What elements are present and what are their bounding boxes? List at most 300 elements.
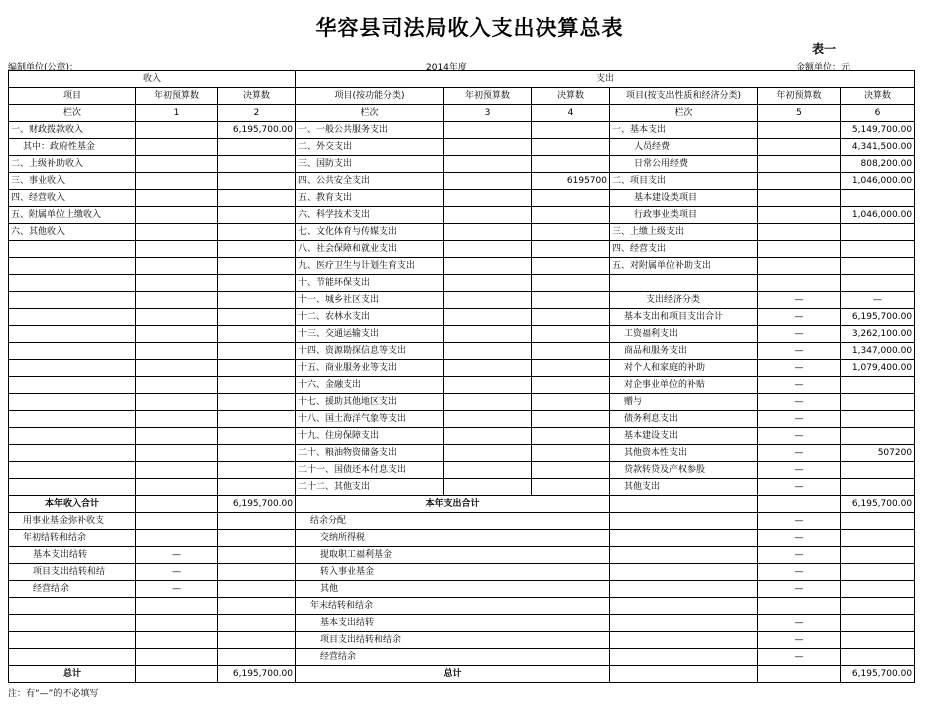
expense-spacer (610, 530, 758, 547)
func-expense-item: 二、外交支出 (296, 139, 444, 156)
table-row (9, 479, 915, 496)
func-final (532, 343, 610, 360)
expense-final (841, 632, 915, 649)
func-expense-item: 六、科学技术支出 (296, 207, 444, 224)
income-item (9, 428, 136, 445)
expense-item: 项目支出结转和结余 (296, 632, 610, 649)
expense-total-value: 6,195,700.00 (841, 496, 915, 513)
income-budget (136, 326, 218, 343)
row-number: 3 (444, 105, 532, 122)
income-item (9, 649, 136, 666)
func-budget (444, 190, 532, 207)
econ-budget: — (758, 360, 841, 377)
table-row (9, 530, 915, 547)
grand-total-expense-budget (758, 666, 841, 683)
income-item: 三、事业收入 (9, 173, 136, 190)
econ-expense-item: 基本建设类项目 (610, 190, 758, 207)
income-budget (136, 190, 218, 207)
func-final (532, 258, 610, 275)
table-row (9, 564, 915, 581)
income-item (9, 445, 136, 462)
econ-expense-item: 基本支出和项目支出合计 (610, 309, 758, 326)
income-final (218, 190, 296, 207)
income-budget (136, 156, 218, 173)
func-expense-item: 二十、粮油物资储备支出 (296, 445, 444, 462)
econ-expense-item: 二、项目支出 (610, 173, 758, 190)
econ-final (841, 190, 915, 207)
table-row (9, 445, 915, 462)
expense-budget (758, 598, 841, 615)
column-header-row (9, 88, 915, 105)
expense-total-budget (758, 496, 841, 513)
table-row (9, 581, 915, 598)
table-row (9, 309, 915, 326)
income-item (9, 479, 136, 496)
econ-final (841, 394, 915, 411)
income-final (218, 428, 296, 445)
expense-spacer (610, 564, 758, 581)
econ-expense-item: 其他资本性支出 (610, 445, 758, 462)
func-final (532, 326, 610, 343)
func-expense-item: 十一、城乡社区支出 (296, 292, 444, 309)
expense-budget: — (758, 649, 841, 666)
income-item (9, 394, 136, 411)
budget-table (8, 70, 915, 683)
econ-budget: — (758, 326, 841, 343)
income-header: 收入 (9, 71, 296, 88)
func-final (532, 122, 610, 139)
income-final (218, 547, 296, 564)
econ-final (841, 275, 915, 292)
func-budget (444, 258, 532, 275)
econ-budget: — (758, 394, 841, 411)
func-final (532, 309, 610, 326)
income-item: 二、上级补助收入 (9, 156, 136, 173)
income-item: 四、经营收入 (9, 190, 136, 207)
income-item (9, 326, 136, 343)
func-final (532, 139, 610, 156)
income-item (9, 615, 136, 632)
income-item (9, 360, 136, 377)
func-final (532, 190, 610, 207)
col-header-budget: 年初预算数 (136, 88, 218, 105)
income-final (218, 462, 296, 479)
income-budget (136, 292, 218, 309)
econ-budget (758, 275, 841, 292)
func-expense-item: 十二、农林水支出 (296, 309, 444, 326)
footnote: 注：有“—”的不必填写 (8, 689, 99, 699)
econ-budget (758, 241, 841, 258)
econ-budget (758, 173, 841, 190)
econ-expense-item: 债务利息支出 (610, 411, 758, 428)
grand-total-income: 6,195,700.00 (218, 666, 296, 683)
income-item (9, 343, 136, 360)
expense-spacer (610, 632, 758, 649)
income-item (9, 309, 136, 326)
expense-spacer (610, 581, 758, 598)
table-row (9, 156, 915, 173)
row-number: 4 (532, 105, 610, 122)
econ-final: 1,046,000.00 (841, 173, 915, 190)
col-header-budget: 年初预算数 (758, 88, 841, 105)
income-budget (136, 224, 218, 241)
func-final (532, 445, 610, 462)
func-expense-item: 五、教育支出 (296, 190, 444, 207)
expense-budget: — (758, 547, 841, 564)
econ-budget: — (758, 462, 841, 479)
econ-final (841, 462, 915, 479)
income-budget (136, 122, 218, 139)
econ-final (841, 241, 915, 258)
expense-item: 交纳所得税 (296, 530, 610, 547)
econ-expense-item: 日常公用经费 (610, 156, 758, 173)
econ-budget (758, 207, 841, 224)
currency-unit: 金额单位：元 (796, 63, 851, 73)
income-final (218, 581, 296, 598)
grand-total-label: 总计 (296, 666, 610, 683)
income-final (218, 173, 296, 190)
econ-final: — (841, 292, 915, 309)
econ-final: 808,200.00 (841, 156, 915, 173)
income-budget (136, 360, 218, 377)
func-final (532, 207, 610, 224)
income-final (218, 530, 296, 547)
income-final (218, 309, 296, 326)
table-row (9, 122, 915, 139)
income-budget (136, 139, 218, 156)
income-item (9, 632, 136, 649)
econ-final (841, 258, 915, 275)
table-row (9, 428, 915, 445)
econ-expense-item: 基本建设支出 (610, 428, 758, 445)
income-item: 基本支出结转 (9, 547, 136, 564)
func-expense-item: 十六、金融支出 (296, 377, 444, 394)
func-expense-item: 八、社会保障和就业支出 (296, 241, 444, 258)
expense-total-label: 本年支出合计 (296, 496, 610, 513)
income-budget (136, 428, 218, 445)
expense-final (841, 547, 915, 564)
func-expense-item: 四、公共安全支出 (296, 173, 444, 190)
econ-final (841, 411, 915, 428)
econ-final: 1,347,000.00 (841, 343, 915, 360)
func-budget (444, 377, 532, 394)
income-item (9, 462, 136, 479)
income-final (218, 275, 296, 292)
func-budget (444, 411, 532, 428)
income-final (218, 564, 296, 581)
income-item: 经营结余 (9, 581, 136, 598)
expense-final (841, 598, 915, 615)
income-item: 一、财政拨款收入 (9, 122, 136, 139)
econ-budget (758, 139, 841, 156)
econ-budget: — (758, 411, 841, 428)
row-number-row (9, 105, 915, 122)
income-item (9, 411, 136, 428)
income-budget (136, 479, 218, 496)
row-number: 6 (841, 105, 915, 122)
income-budget (136, 462, 218, 479)
func-final (532, 360, 610, 377)
func-expense-item: 十三、交通运输支出 (296, 326, 444, 343)
econ-final: 6,195,700.00 (841, 309, 915, 326)
table-row (9, 462, 915, 479)
row-number: 1 (136, 105, 218, 122)
func-expense-item: 三、国防支出 (296, 156, 444, 173)
econ-budget (758, 156, 841, 173)
econ-budget: — (758, 445, 841, 462)
table-row (9, 615, 915, 632)
page-title: 华容县司法局收入支出决算总表 (315, 16, 624, 40)
income-budget: — (136, 581, 218, 598)
econ-expense-item: 行政事业类项目 (610, 207, 758, 224)
expense-spacer (610, 615, 758, 632)
econ-final (841, 224, 915, 241)
income-final (218, 343, 296, 360)
income-budget: — (136, 547, 218, 564)
income-item (9, 598, 136, 615)
col-header-final: 决算数 (532, 88, 610, 105)
income-budget (136, 275, 218, 292)
econ-expense-item: 赠与 (610, 394, 758, 411)
func-budget (444, 360, 532, 377)
func-final (532, 275, 610, 292)
func-budget (444, 173, 532, 190)
econ-expense-item: 支出经济分类 (610, 292, 758, 309)
econ-expense-item: 三、上缴上级支出 (610, 224, 758, 241)
table-row (9, 224, 915, 241)
econ-final: 5,149,700.00 (841, 122, 915, 139)
income-final (218, 615, 296, 632)
econ-final: 4,341,500.00 (841, 139, 915, 156)
expense-spacer (610, 513, 758, 530)
income-budget: — (136, 564, 218, 581)
expense-final (841, 564, 915, 581)
func-expense-item: 十四、资源勘探信息等支出 (296, 343, 444, 360)
income-item: 六、其他收入 (9, 224, 136, 241)
grand-total-spacer (610, 666, 758, 683)
expense-final (841, 615, 915, 632)
income-total-value: 6,195,700.00 (218, 496, 296, 513)
econ-budget (758, 258, 841, 275)
table-row (9, 292, 915, 309)
income-item: 五、附属单位上缴收入 (9, 207, 136, 224)
income-final (218, 394, 296, 411)
econ-budget: — (758, 479, 841, 496)
income-final (218, 139, 296, 156)
income-final: 6,195,700.00 (218, 122, 296, 139)
table-row (9, 547, 915, 564)
row-number: 2 (218, 105, 296, 122)
income-final (218, 377, 296, 394)
expense-budget: — (758, 564, 841, 581)
income-budget (136, 598, 218, 615)
func-budget (444, 462, 532, 479)
econ-expense-item: 人员经费 (610, 139, 758, 156)
func-budget (444, 122, 532, 139)
func-final (532, 156, 610, 173)
income-final (218, 241, 296, 258)
func-final (532, 479, 610, 496)
econ-final: 1,046,000.00 (841, 207, 915, 224)
econ-final: 507200 (841, 445, 915, 462)
table-row (9, 190, 915, 207)
econ-expense-item: 对企事业单位的补贴 (610, 377, 758, 394)
func-budget (444, 343, 532, 360)
table-row (9, 411, 915, 428)
income-budget (136, 615, 218, 632)
func-expense-item: 九、医疗卫生与计划生育支出 (296, 258, 444, 275)
func-expense-item: 十八、国土海洋气象等支出 (296, 411, 444, 428)
table-row (9, 343, 915, 360)
expense-header: 支出 (296, 71, 915, 88)
income-item: 用事业基金弥补收支 (9, 513, 136, 530)
grand-total-label: 总计 (9, 666, 136, 683)
func-budget (444, 207, 532, 224)
econ-budget (758, 122, 841, 139)
income-total-label: 本年收入合计 (9, 496, 136, 513)
econ-expense-item: 五、对附属单位补助支出 (610, 258, 758, 275)
table-number: 表一 (812, 42, 837, 56)
income-budget (136, 649, 218, 666)
income-budget (136, 377, 218, 394)
expense-item: 转入事业基金 (296, 564, 610, 581)
table-row (9, 258, 915, 275)
income-final (218, 258, 296, 275)
income-final (218, 292, 296, 309)
func-final (532, 428, 610, 445)
econ-expense-item: 四、经营支出 (610, 241, 758, 258)
expense-final (841, 649, 915, 666)
table-row (9, 649, 915, 666)
func-expense-item: 一、一般公共服务支出 (296, 122, 444, 139)
expense-budget: — (758, 513, 841, 530)
econ-budget: — (758, 428, 841, 445)
income-item (9, 292, 136, 309)
income-item: 年初结转和结余 (9, 530, 136, 547)
expense-item: 其他 (296, 581, 610, 598)
income-item: 其中：政府性基金 (9, 139, 136, 156)
func-budget (444, 479, 532, 496)
income-total-budget (136, 496, 218, 513)
func-budget (444, 428, 532, 445)
econ-expense-item: 对个人和家庭的补助 (610, 360, 758, 377)
income-budget (136, 411, 218, 428)
income-budget (136, 241, 218, 258)
expense-total-spacer (610, 496, 758, 513)
income-final (218, 513, 296, 530)
econ-final (841, 428, 915, 445)
income-final (218, 156, 296, 173)
income-item (9, 241, 136, 258)
table-row (9, 360, 915, 377)
expense-budget: — (758, 632, 841, 649)
table-row (9, 326, 915, 343)
econ-expense-item: 工资福利支出 (610, 326, 758, 343)
income-budget (136, 173, 218, 190)
table-row (9, 598, 915, 615)
func-budget (444, 224, 532, 241)
income-budget (136, 207, 218, 224)
func-expense-item: 十五、商业服务业等支出 (296, 360, 444, 377)
table-row (9, 241, 915, 258)
func-budget (444, 445, 532, 462)
func-expense-item: 二十一、国债还本付息支出 (296, 462, 444, 479)
econ-budget (758, 224, 841, 241)
table-row (9, 632, 915, 649)
func-final (532, 292, 610, 309)
income-final (218, 360, 296, 377)
func-final (532, 411, 610, 428)
col-header-budget: 年初预算数 (444, 88, 532, 105)
col-header-func: 项目(按功能分类) (296, 88, 444, 105)
expense-spacer (610, 598, 758, 615)
col-header-final: 决算数 (218, 88, 296, 105)
income-budget (136, 513, 218, 530)
row-number-label: 栏次 (296, 105, 444, 122)
func-expense-item: 七、文化体育与传媒支出 (296, 224, 444, 241)
expense-budget: — (758, 581, 841, 598)
func-budget (444, 326, 532, 343)
expense-final (841, 513, 915, 530)
econ-expense-item (610, 275, 758, 292)
func-budget (444, 139, 532, 156)
func-final (532, 394, 610, 411)
income-budget (136, 309, 218, 326)
expense-budget: — (758, 530, 841, 547)
func-final (532, 224, 610, 241)
expense-item: 提取职工福利基金 (296, 547, 610, 564)
econ-budget: — (758, 377, 841, 394)
econ-budget: — (758, 343, 841, 360)
income-final (218, 207, 296, 224)
year-total-row (9, 496, 915, 513)
income-final (218, 445, 296, 462)
reporting-unit-label: 编制单位(公章)： (8, 63, 79, 73)
econ-expense-item: 一、基本支出 (610, 122, 758, 139)
row-number-label: 栏次 (610, 105, 758, 122)
func-budget (444, 275, 532, 292)
table-row (9, 377, 915, 394)
expense-final (841, 530, 915, 547)
expense-item: 年末结转和结余 (296, 598, 610, 615)
func-budget (444, 241, 532, 258)
table-row (9, 173, 915, 190)
econ-expense-item: 商品和服务支出 (610, 343, 758, 360)
income-item (9, 275, 136, 292)
col-header-econ: 项目(按支出性质和经济分类) (610, 88, 758, 105)
income-budget (136, 445, 218, 462)
row-number-label: 栏次 (9, 105, 136, 122)
expense-item: 经营结余 (296, 649, 610, 666)
table-row (9, 207, 915, 224)
econ-final (841, 479, 915, 496)
econ-final (841, 377, 915, 394)
func-budget (444, 309, 532, 326)
func-expense-item: 十九、住房保障支出 (296, 428, 444, 445)
econ-final: 1,079,400.00 (841, 360, 915, 377)
section-header-row (9, 71, 915, 88)
expense-final (841, 581, 915, 598)
expense-budget: — (758, 615, 841, 632)
expense-item: 基本支出结转 (296, 615, 610, 632)
func-budget (444, 394, 532, 411)
income-budget (136, 394, 218, 411)
econ-budget: — (758, 309, 841, 326)
table-row (9, 513, 915, 530)
grand-total-row (9, 666, 915, 683)
grand-total-budget (136, 666, 218, 683)
col-header-item: 项目 (9, 88, 136, 105)
